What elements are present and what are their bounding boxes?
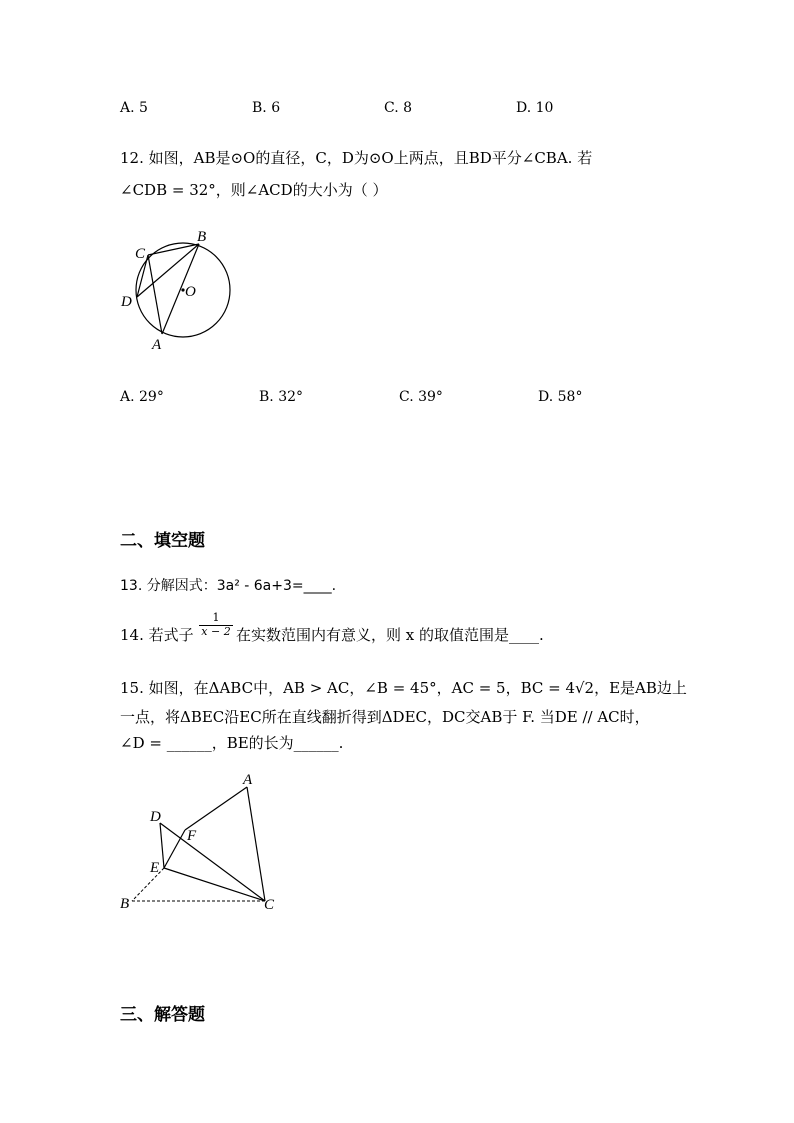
q15-triangle-figure	[110, 765, 290, 920]
q11-option-d: D. 10	[516, 100, 554, 116]
label-a: A	[243, 772, 253, 788]
q12-option-c: C. 39°	[399, 389, 443, 405]
segment-ec	[164, 868, 265, 901]
label-o: O	[185, 284, 196, 300]
q12-circle-figure	[110, 222, 250, 357]
section-2-title: 二、填空题	[120, 531, 205, 551]
label-c: C	[135, 246, 146, 262]
segment-de	[160, 823, 164, 868]
q11-option-b: B. 6	[252, 100, 281, 116]
chord-ca	[148, 255, 162, 334]
q14-fraction-numerator: 1	[212, 611, 220, 624]
label-a: A	[152, 337, 162, 353]
label-f: F	[187, 828, 197, 844]
segment-dc	[160, 823, 265, 901]
q15-stem-line3: ∠D = ______，BE的长为______.	[120, 734, 344, 752]
label-e: E	[150, 860, 160, 876]
segment-eb-dashed	[132, 868, 164, 901]
segment-af	[185, 787, 247, 830]
q11-option-a: A. 5	[120, 100, 148, 116]
label-b: B	[197, 229, 207, 245]
segment-fe	[164, 830, 185, 868]
q14-suffix: 在实数范围内有意义，则 x 的取值范围是____.	[236, 626, 544, 644]
q15-stem-line2: 一点，将ΔBEC沿EC所在直线翻折得到ΔDEC，DC交AB于 F. 当DE // AC时，	[120, 708, 650, 726]
section-3-title: 三、解答题	[120, 1005, 205, 1025]
q14-prefix: 14. 若式子	[120, 626, 194, 644]
q12-option-a: A. 29°	[120, 389, 164, 405]
q12-option-b: B. 32°	[259, 389, 304, 405]
segment-ac	[247, 787, 265, 901]
q15-stem-line1: 15. 如图，在ΔABC中，AB > AC，∠B = 45°，AC = 5，BC = 4√2，E是AB边上	[120, 679, 687, 697]
q13-text: 13. 分解因式：3a² - 6a+3=____.	[120, 578, 337, 594]
q14-fraction-denominator: x − 2	[201, 625, 231, 638]
label-d: D	[121, 294, 132, 310]
q12-option-d: D. 58°	[538, 389, 583, 405]
q12-stem-line2: ∠CDB = 32°，则∠ACD的大小为（ ）	[120, 181, 388, 199]
q12-stem-line1: 12. 如图，AB是⊙O的直径，C，D为⊙O上两点，且BD平分∠CBA. 若	[120, 149, 593, 167]
label-b: B	[120, 896, 130, 912]
label-d: D	[150, 809, 161, 825]
label-c: C	[264, 897, 275, 913]
chord-cb	[148, 244, 199, 255]
q11-option-c: C. 8	[384, 100, 413, 116]
